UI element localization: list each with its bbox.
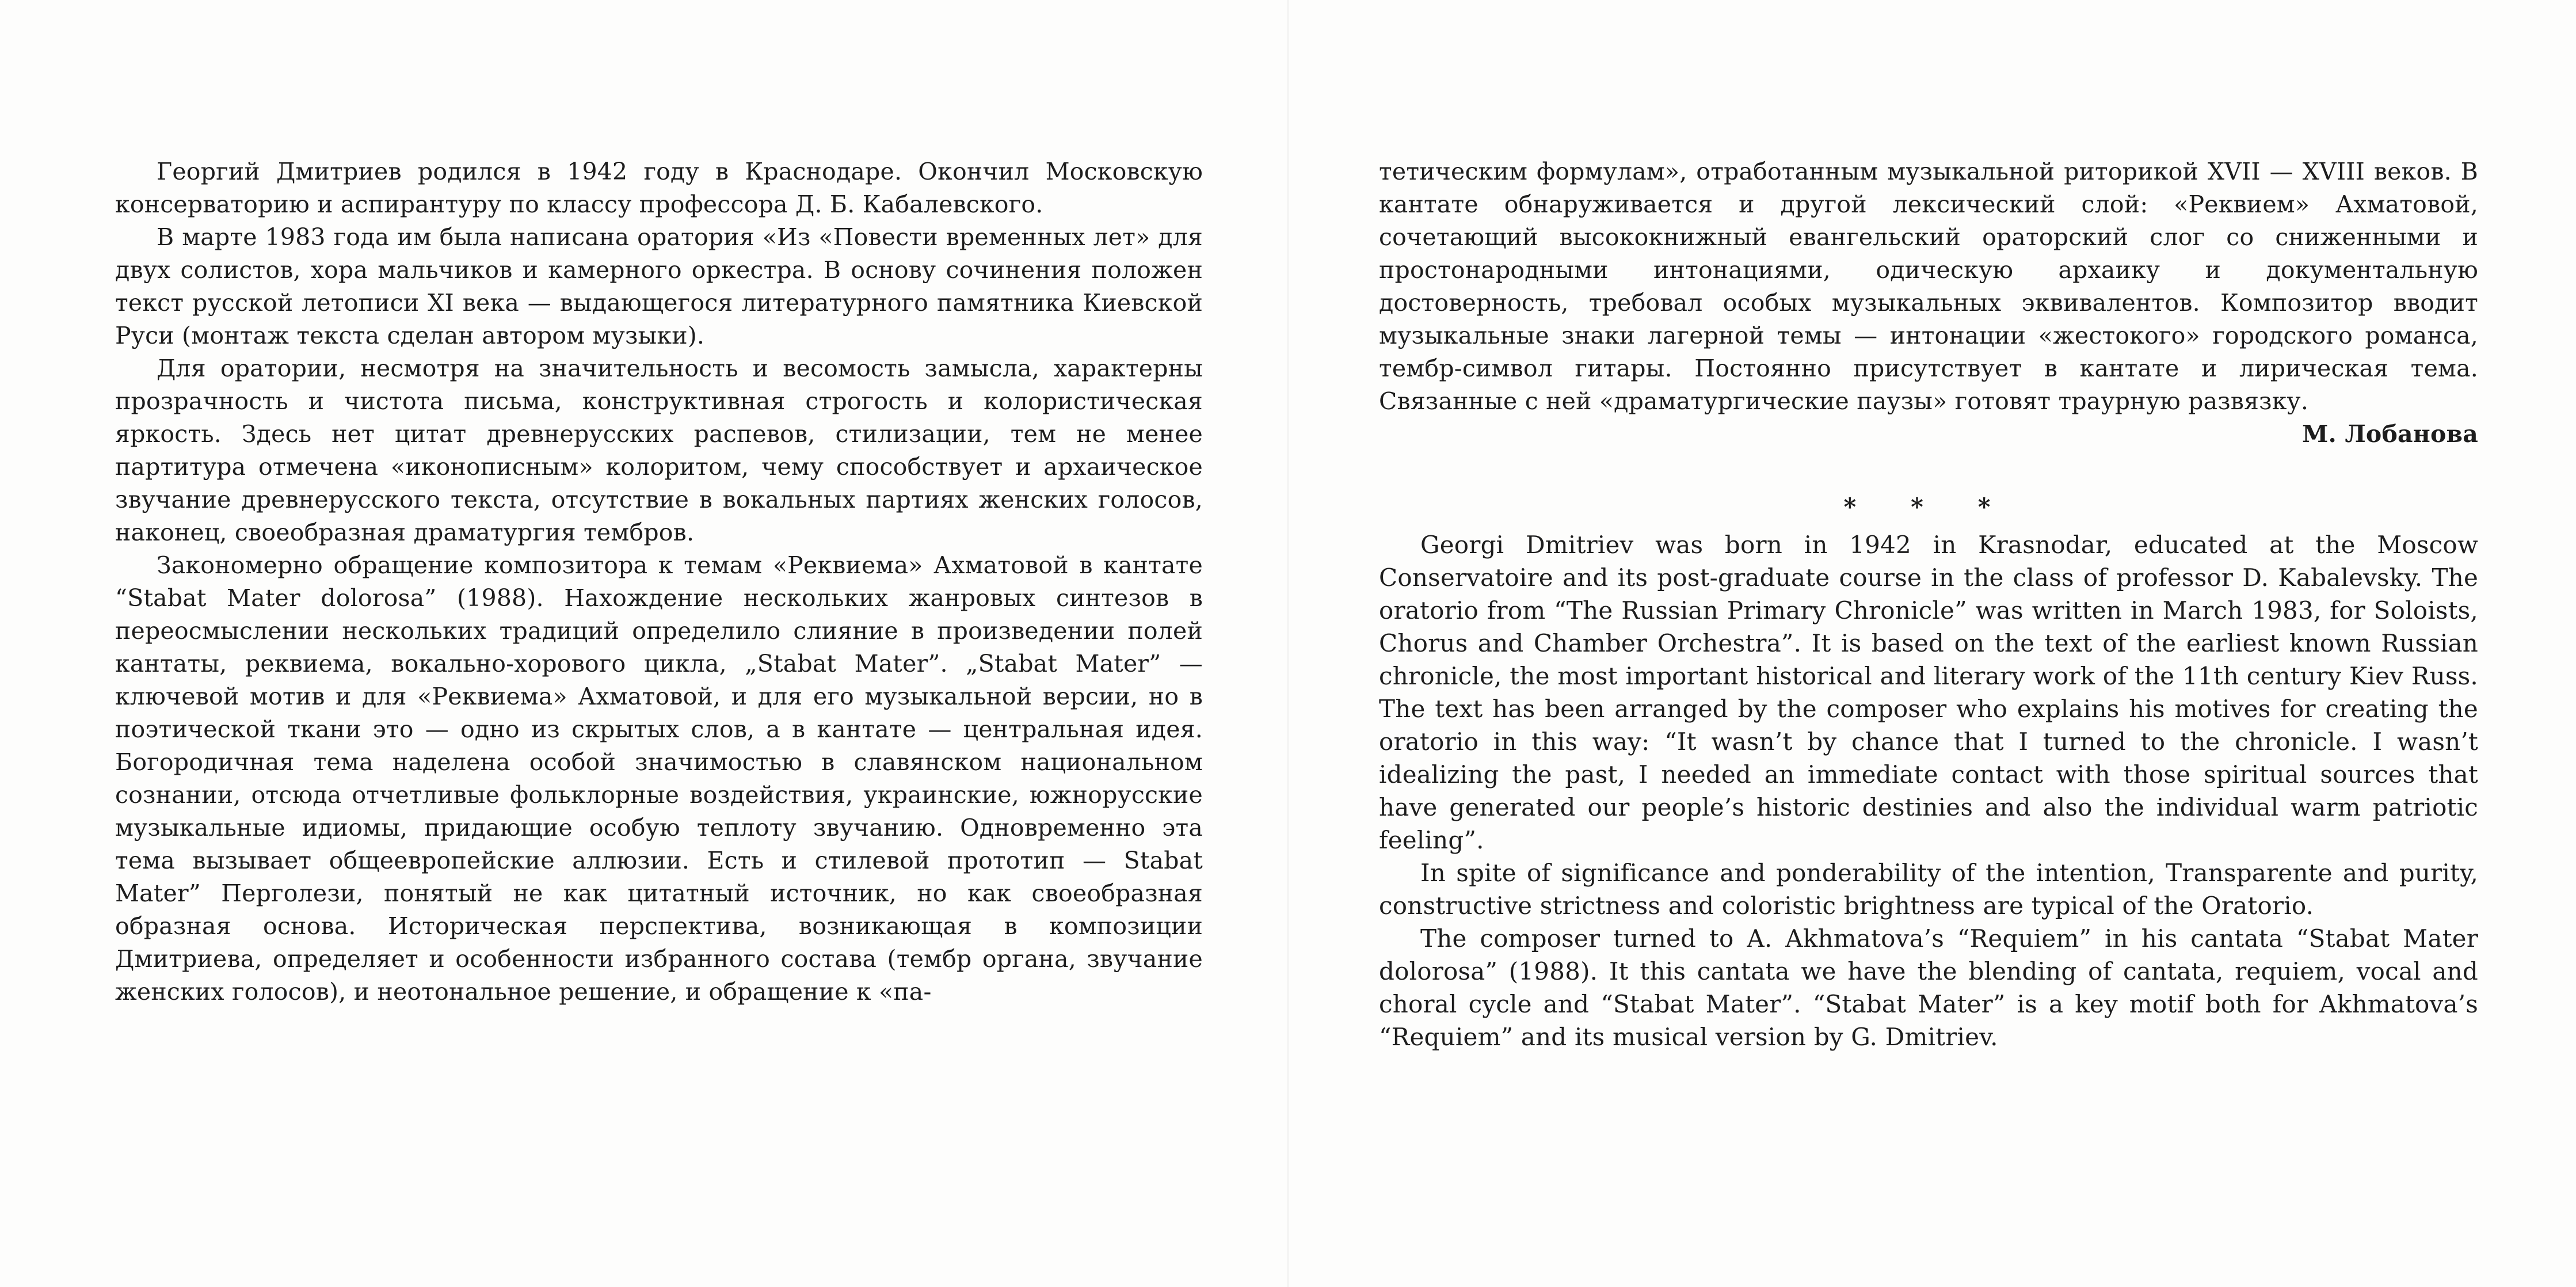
en-paragraph-1: Georgi Dmitriev was born in 1942 in Krasnodar, educated at the Moscow Conservatoire and its post-graduate course in the class of professor D. Kabalevsky. The oratorio from “The Russian Primary Chronicle” was written in March 1983, for Soloists, Chorus and Chamber Orchestra”. It is based on the text of the earliest known Russian chronicle, the most important historical and literary work of the 11th century Kiev Russ. The text has been arranged by the composer who explains his motives for creating the oratorio in this way: “It wasn’t by chance that I turned to the chronicle. I wasn’t idealizing the past, I needed an immediate contact with those spiritual sources that have generated our people’s historic destinies and also the individual warm patriotic feeling”. bbox=[1379, 531, 2478, 854]
ru-paragraph-continuation: тетическим формулам», отработанным музыкальной риторикой XVII — XVIII веков. В кантате обнаруживается и другой лексический слой: «Реквием» Ахматовой, сочетающий высококнижный евангельский ораторский слог со сниженными и простонародными интонациями, одическую архаику и документальную достоверность, требовал особых музыкальных эквивалентов. Композитор вводит музыкальные знаки лагерной темы — интонации «жестокого» городского романса, тембр-символ гитары. Постоянно присутствует в кантате и лирическая тема. Связанные с ней «драматургические паузы» готовят траурную развязку. bbox=[1379, 158, 2478, 415]
ru-paragraph-4: Закономерно обращение композитора к темам «Реквиема» Ахматовой в кантате “Stabat Mater dolorosa” (1988). Нахождение нескольких жанровых синтезов в переосмыслении нескольких традиций определило слияние в произведении полей кантаты, реквиема, вокально-хорового цикла, „Stabat Mater”. „Stabat Mater” — ключевой мотив и для «Реквиема» Ахматовой, и для его музыкальной версии, но в поэтической ткани это — одно из скрытых слов, а в кантате — центральная идея. Богородичная тема наделена особой значимостью в славянском национальном сознании, отсюда отчетливые фольклорные воздействия, украинские, южнорусские музыкальные идиомы, придающие особую теплоту звучанию. Одновременно эта тема вызывает общеевропейские аллюзии. Есть и стилевой прототип — Stabat Mater” Перголези, понятый не как цитатный источник, но как своеобразная образная основа. Историческая перспектива, возникающая в композиции Дмитриева, определяет и особенности избранного состава (тембр органа, звучание женских голосов), и неотональное решение, и обращение к «па- bbox=[115, 551, 1203, 1006]
ru-paragraph-1: Георгий Дмитриев родился в 1942 году в Краснодаре. Окончил Московскую консерваторию и аспирантуру по классу профессора Д. Б. Кабалевского. bbox=[115, 158, 1203, 218]
en-paragraph-3: The composer turned to A. Akhmatova’s “Requiem” in his cantata “Stabat Mater dolorosa” (1988). It this cantata we have the blending of cantata, requiem, vocal and choral cycle and “Stabat Mater”. “Stabat Mater” is a key motif both for Akhmatova’s “Requiem” and its musical version by G. Dmitriev. bbox=[1379, 924, 2478, 1051]
russian-text-left-column bbox=[115, 155, 1203, 1008]
page-fold bbox=[1287, 0, 1289, 1287]
section-separator: * * * bbox=[1843, 493, 2014, 521]
en-paragraph-2: In spite of significance and ponderability of the intention, Transparente and purity, constructive strictness and coloristic brightness are typical of the Oratorio. bbox=[1379, 859, 2478, 920]
author-signature: М. Лобанова bbox=[2301, 420, 2478, 448]
ru-paragraph-3: Для оратории, несмотря на значительность и весомость замысла, характерны прозрачность и чистота письма, конструктивная строгость и колористическая яркость. Здесь нет цитат древнерусских распевов, стилизации, тем не менее партитура отмечена «иконописным» колоритом, чему способствует и архаическое звучание древнерусского текста, отсутствие в вокальных партиях женских голосов, наконец, своеобразная драматургия тембров. bbox=[115, 355, 1203, 546]
russian-text-right-column bbox=[1379, 155, 2478, 451]
english-text-column bbox=[1379, 528, 2478, 1053]
ru-paragraph-2: В марте 1983 года им была написана оратория «Из «Повести временных лет» для двух солистов, хора мальчиков и камерного оркестра. В основу сочинения положен текст русской летописи XI века — выдающегося литературного памятника Киевской Руси (монтаж текста сделан автором музыки). bbox=[115, 223, 1203, 349]
